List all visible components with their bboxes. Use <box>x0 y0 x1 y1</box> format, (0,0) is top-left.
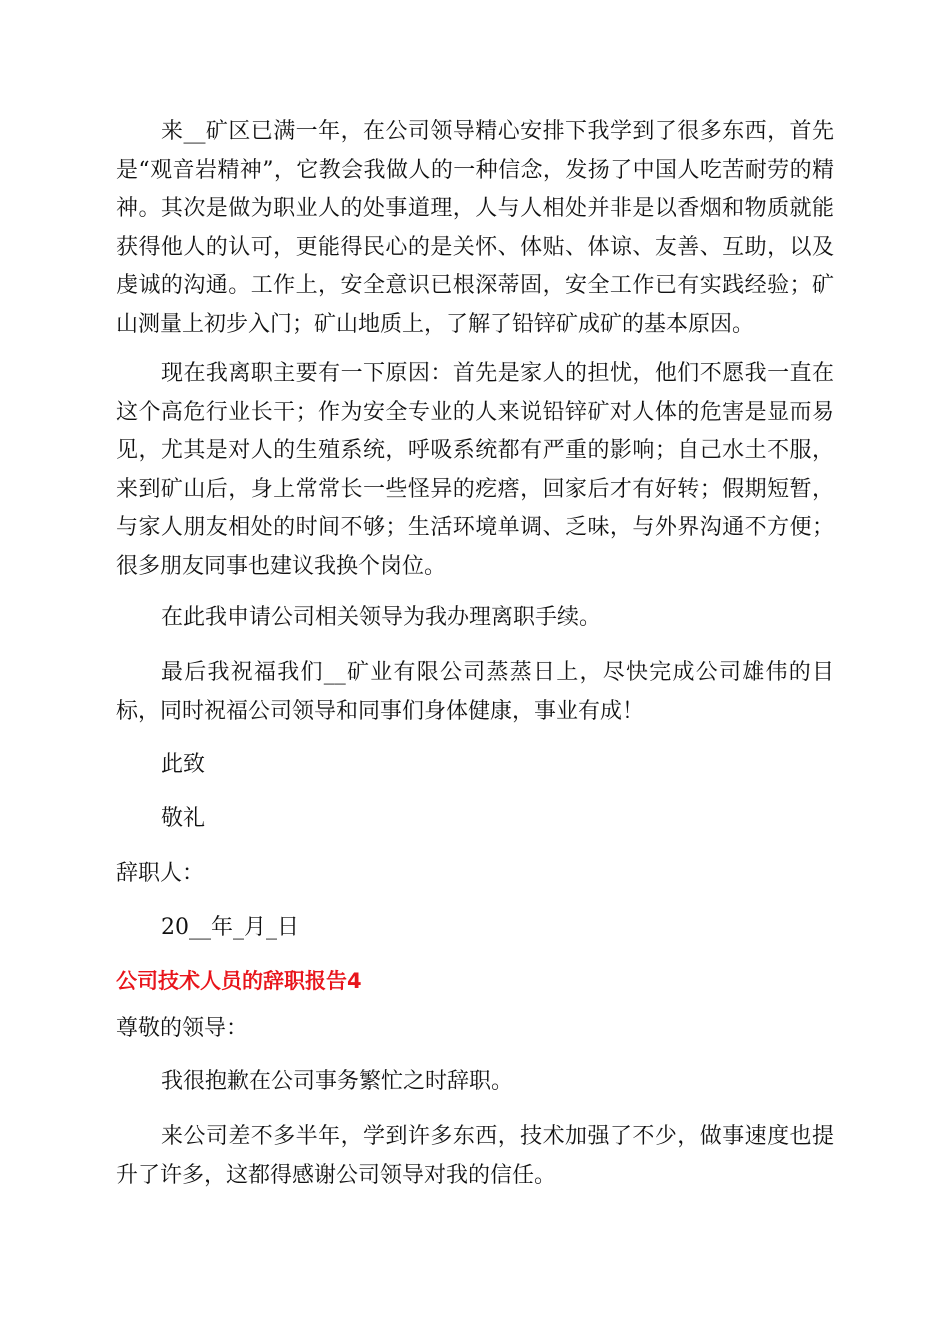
closing-line-1: 此致 <box>161 752 206 777</box>
body-paragraph-5: 我很抱歉在公司事务繁忙之时辞职。 <box>161 1069 514 1094</box>
body-paragraph-6: 来公司差不多半年，学到许多东西，技术加强了不少，做事速度也提升了许多，这都得感谢公司领导对我的信任。 <box>116 1124 834 1188</box>
closing-line-2: 敬礼 <box>161 806 206 831</box>
section-heading: 公司技术人员的辞职报告4 <box>116 969 362 993</box>
date-line: 20__年_月_日 <box>161 915 299 940</box>
body-paragraph-3: 在此我申请公司相关领导为我办理离职手续。 <box>161 605 602 630</box>
signer-label: 辞职人： <box>116 861 205 886</box>
body-paragraph-2: 现在我离职主要有一下原因：首先是家人的担忧，他们不愿我一直在这个高危行业长干；作为安全专业的人来说铅锌矿对人体的危害是显而易见，尤其是对人的生殖系统，呼吸系统都有严重的影响；自己水土不服，来到矿山后，身上常常长一些怪异的疙瘩，回家后才有好转；假期短暂，与家人朋友相处的时间不够；生活环境单调、乏味，与外界沟通不方便；很多朋友同事也建议我换个岗位。 <box>116 361 834 579</box>
salutation: 尊敬的领导： <box>116 1016 249 1041</box>
body-paragraph-4: 最后我祝福我们__矿业有限公司蒸蒸日上，尽快完成公司雄伟的目标，同时祝福公司领导和同事们身体健康，事业有成！ <box>116 660 834 724</box>
body-paragraph-1: 来__矿区已满一年，在公司领导精心安排下我学到了很多东西，首先是“观音岩精神”，它教会我做人的一种信念，发扬了中国人吃苦耐劳的精神。其次是做为职业人的处事道理，人与人相处并非是以香烟和物质就能获得他人的认可，更能得民心的是关怀、体贴、体谅、友善、互助，以及虔诚的沟通。工作上，安全意识已根深蒂固，安全工作已有实践经验；矿山测量上初步入门；矿山地质上，了解了铅锌矿成矿的基本原因。 <box>116 119 834 337</box>
